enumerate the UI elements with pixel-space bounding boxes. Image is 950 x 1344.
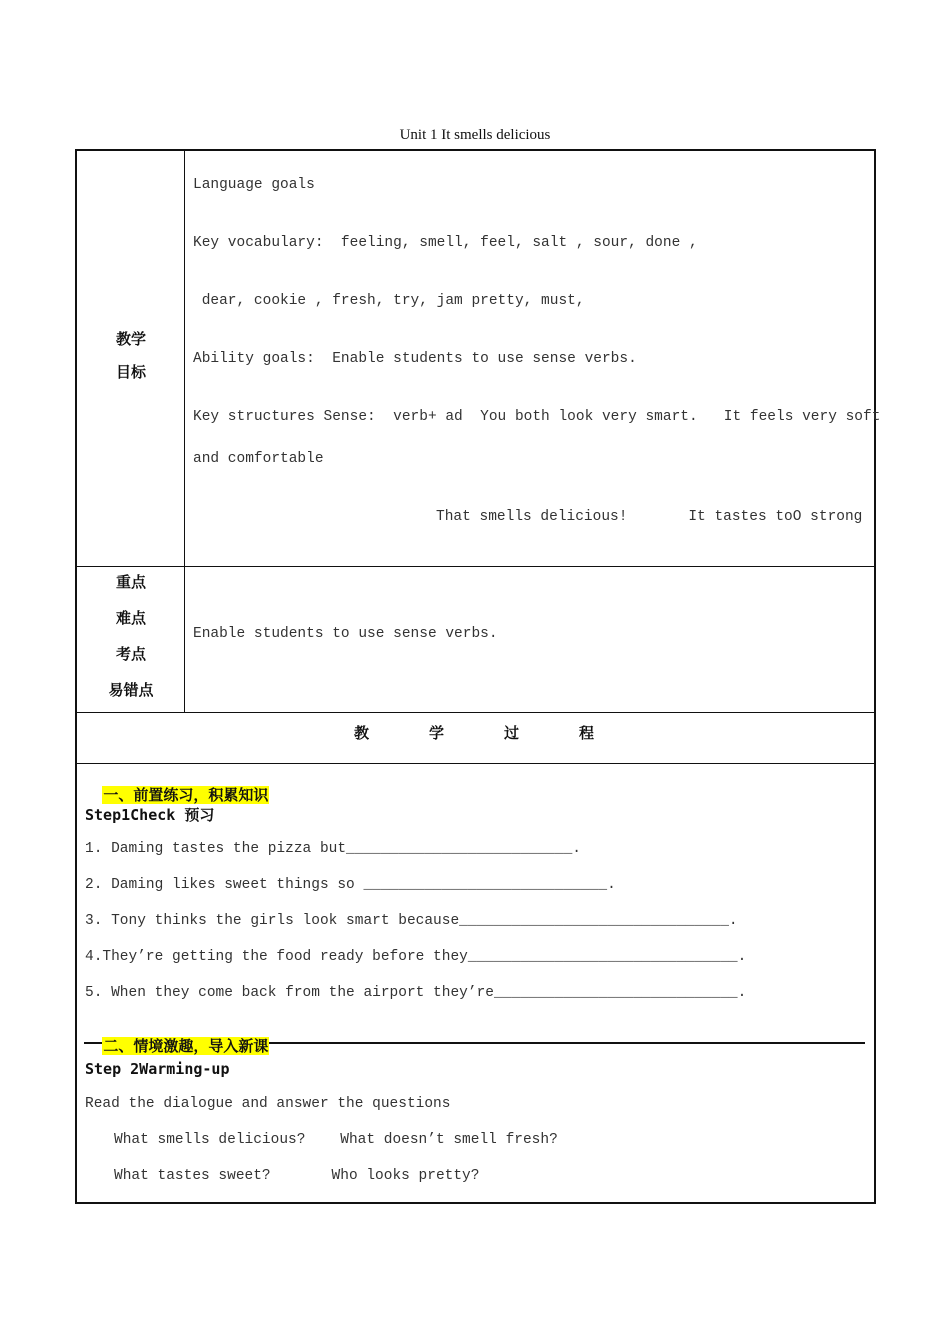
language-goals: Language goals <box>193 177 315 193</box>
section2-step: Step 2Warming-up <box>85 1060 230 1078</box>
process-char-3: 过 <box>504 724 520 742</box>
exercise-item-1: 1. Daming tastes the pizza but__________________________. <box>85 841 581 857</box>
focus-label-exam: 考点 <box>115 645 146 663</box>
key-vocabulary: Key vocabulary: feeling, smell, feel, salt , sour, done , <box>193 235 698 251</box>
section2-instruction: Read the dialogue and answer the questions <box>85 1096 451 1112</box>
goals-label-line2: 目标 <box>115 363 146 381</box>
section1-heading-wrap <box>85 768 269 805</box>
focus-label <box>78 571 184 715</box>
goals-label <box>78 328 184 382</box>
focus-text: Enable students to use sense verbs. <box>193 626 498 642</box>
question-line-1: What smells delicious? What doesn’t smell fresh? <box>114 1132 558 1148</box>
process-char-4: 程 <box>579 724 595 742</box>
page-title: Unit 1 It smells delicious <box>399 127 551 143</box>
focus-label-key: 重点 <box>115 573 146 591</box>
section2-heading-wrap <box>85 1019 269 1056</box>
row-divider-process <box>77 763 874 764</box>
exercise-item-3: 3. Tony thinks the girls look smart because_______________________________. <box>85 913 738 929</box>
focus-label-error-prone: 易错点 <box>108 681 154 699</box>
exercise-item-5: 5. When they come back from the airport they’re____________________________. <box>85 985 747 1001</box>
exercise-item-4: 4.They’re getting the food ready before they_______________________________. <box>85 949 747 965</box>
row-divider-goals <box>77 566 874 567</box>
section2-heading: 二、情境激趣，导入新课 <box>103 1037 269 1055</box>
key-structures: Key structures Sense: verb+ ad You both look very smart. It feels very soft <box>193 409 881 425</box>
section1-step: Step1Check 预习 <box>85 806 215 824</box>
key-structures-examples: That smells delicious! It tastes toO strong <box>436 509 863 525</box>
process-char-1: 教 <box>354 724 370 742</box>
row-divider-focus <box>77 712 874 713</box>
goals-label-line1: 教学 <box>115 330 146 348</box>
section1-heading: 一、前置练习，积累知识 <box>103 786 269 804</box>
key-vocabulary-cont: dear, cookie , fresh, try, jam pretty, must, <box>193 293 585 309</box>
focus-label-difficult: 难点 <box>115 609 146 627</box>
ability-goals: Ability goals: Enable students to use sense verbs. <box>193 351 637 367</box>
column-divider <box>184 151 185 712</box>
key-structures-cont: and comfortable <box>193 451 324 467</box>
exercise-item-2: 2. Daming likes sweet things so ____________________________. <box>85 877 616 893</box>
process-char-2: 学 <box>429 724 445 742</box>
question-line-2: What tastes sweet? Who looks pretty? <box>114 1168 480 1184</box>
